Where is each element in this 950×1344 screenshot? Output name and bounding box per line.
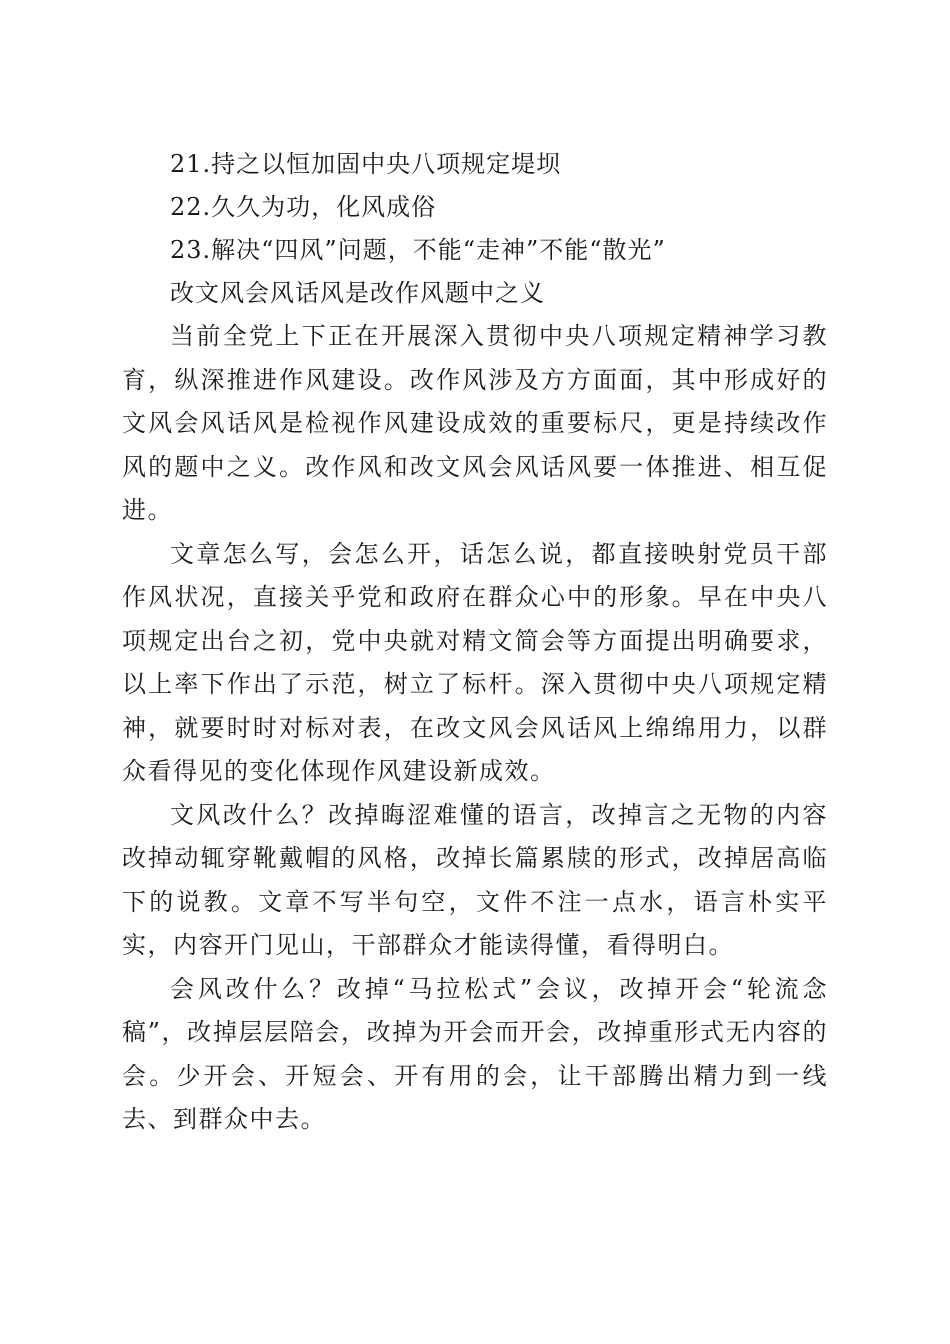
paragraph-intro: 当前全党上下正在开展深入贯彻中央八项规定精神学习教育，纵深推进作风建设。改作风涉及方方面面，其中形成好的文风会风话风是检视作风建设成效的重要标尺，更是持续改作风的题中之义。改作风和改文风会风话风要一体推进、相互促进。: [122, 322, 828, 524]
list-item-21: 21.持之以恒加固中央八项规定堤坝: [170, 150, 562, 178]
list-item-22: 22.久久为功，化风成俗: [170, 193, 437, 221]
paragraph-meeting-style: 会风改什么？改掉“马拉松式”会议，改掉开会“轮流念稿”，改掉层层陪会，改掉为开会而开会，改掉重形式无内容的会。少开会、开短会、开有用的会，让干部腾出精力到一线去、到群众中去。: [122, 974, 828, 1133]
list-item-23: 23.解决“四风”问题，不能“走神”不能“散光”: [170, 236, 666, 264]
paragraph-style-reflection: 文章怎么写，会怎么开，话怎么说，都直接映射党员干部作风状况，直接关乎党和政府在群众心中的形象。早在中央八项规定出台之初，党中央就对精文简会等方面提出明确要求，以上率下作出了示范，树立了标杆。深入贯彻中央八项规定精神，就要时时对标对表，在改文风会风话风上绵绵用力，以群众看得见的变化体现作风建设新成效。: [122, 539, 828, 785]
article-title: 改文风会风话风是改作风题中之义: [170, 279, 545, 307]
document-body: [122, 143, 828, 1142]
paragraph-writing-style: 文风改什么？改掉晦涩难懂的语言，改掉言之无物的内容改掉动辄穿靴戴帽的风格，改掉长篇累牍的形式，改掉居高临下的说教。文章不写半句空，文件不注一点水，语言朴实平实，内容开门见山，干部群众才能读得懂，看得明白。: [122, 800, 828, 959]
